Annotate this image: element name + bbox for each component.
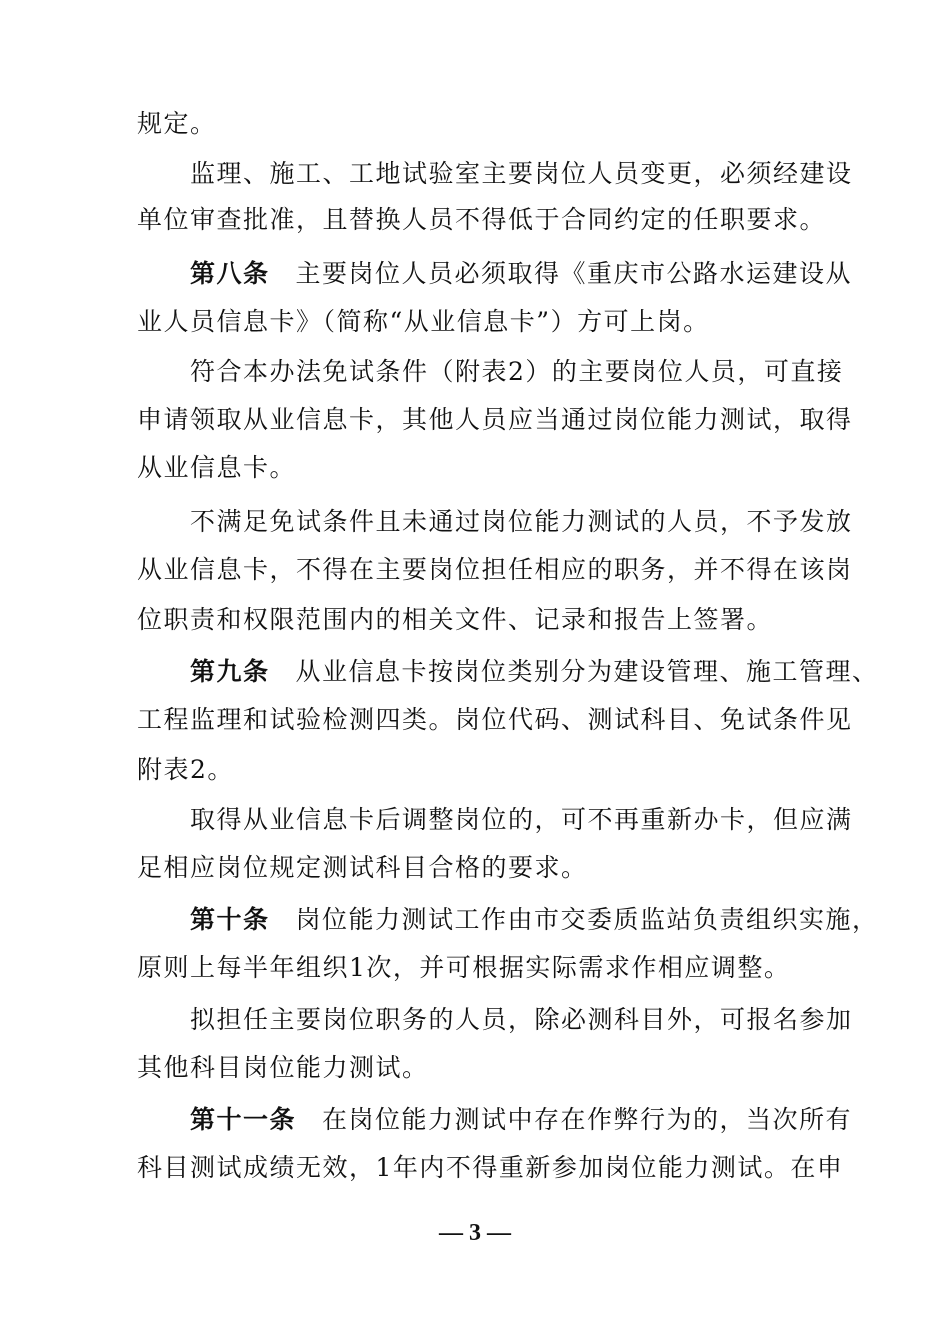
paragraph-first-line: 符合本办法免试条件（附表2）的主要岗位人员，可直接: [190, 357, 844, 386]
text-line: 科目测试成绩无效，1年内不得重新参加岗位能力测试。在申: [137, 1153, 844, 1182]
text-line: 业人员信息卡》（简称“从业信息卡”）方可上岗。: [137, 307, 710, 336]
text-line: 其他科目岗位能力测试。: [137, 1053, 429, 1082]
paragraph-first-line: 不满足免试条件且未通过岗位能力测试的人员，不予发放: [190, 507, 853, 536]
text-line: 附表2。: [137, 755, 234, 784]
article-heading-11: 第十一条: [190, 1105, 297, 1134]
text-line: 工程监理和试验检测四类。岗位代码、测试科目、免试条件见: [137, 705, 853, 734]
article-heading-10: 第十条: [190, 905, 270, 934]
text-line: 单位审查批准，且替换人员不得低于合同约定的任职要求。: [137, 205, 827, 234]
article-heading-8: 第八条: [190, 259, 270, 288]
text-line: 从业信息卡，不得在主要岗位担任相应的职务，并不得在该岗: [137, 555, 853, 584]
text-line: 足相应岗位规定测试科目合格的要求。: [137, 853, 588, 882]
article-8-first-line: 第八条 主要岗位人员必须取得《重庆市公路水运建设从: [190, 259, 853, 288]
article-11-first-line: 第十一条 在岗位能力测试中存在作弊行为的，当次所有: [190, 1105, 853, 1134]
text-line: 申请领取从业信息卡，其他人员应当通过岗位能力测试，取得: [137, 405, 853, 434]
text-line: 原则上每半年组织1次，并可根据实际需求作相应调整。: [137, 953, 791, 982]
text-line: 位职责和权限范围内的相关文件、记录和报告上签署。: [137, 605, 774, 634]
paragraph-first-line: 拟担任主要岗位职务的人员，除必测科目外，可报名参加: [190, 1005, 853, 1034]
paragraph-first-line: 取得从业信息卡后调整岗位的，可不再重新办卡，但应满: [190, 805, 853, 834]
paragraph-first-line: 监理、施工、工地试验室主要岗位人员变更，必须经建设: [190, 159, 853, 188]
article-10-first-line: 第十条 岗位能力测试工作由市交委质监站负责组织实施，: [190, 905, 879, 934]
text-line: 规定。: [137, 109, 217, 138]
text-line: 从业信息卡。: [137, 453, 297, 482]
page-number: — 3 —: [439, 1220, 511, 1246]
article-heading-9: 第九条: [190, 657, 270, 686]
article-9-first-line: 第九条 从业信息卡按岗位类别分为建设管理、施工管理、: [190, 657, 879, 686]
